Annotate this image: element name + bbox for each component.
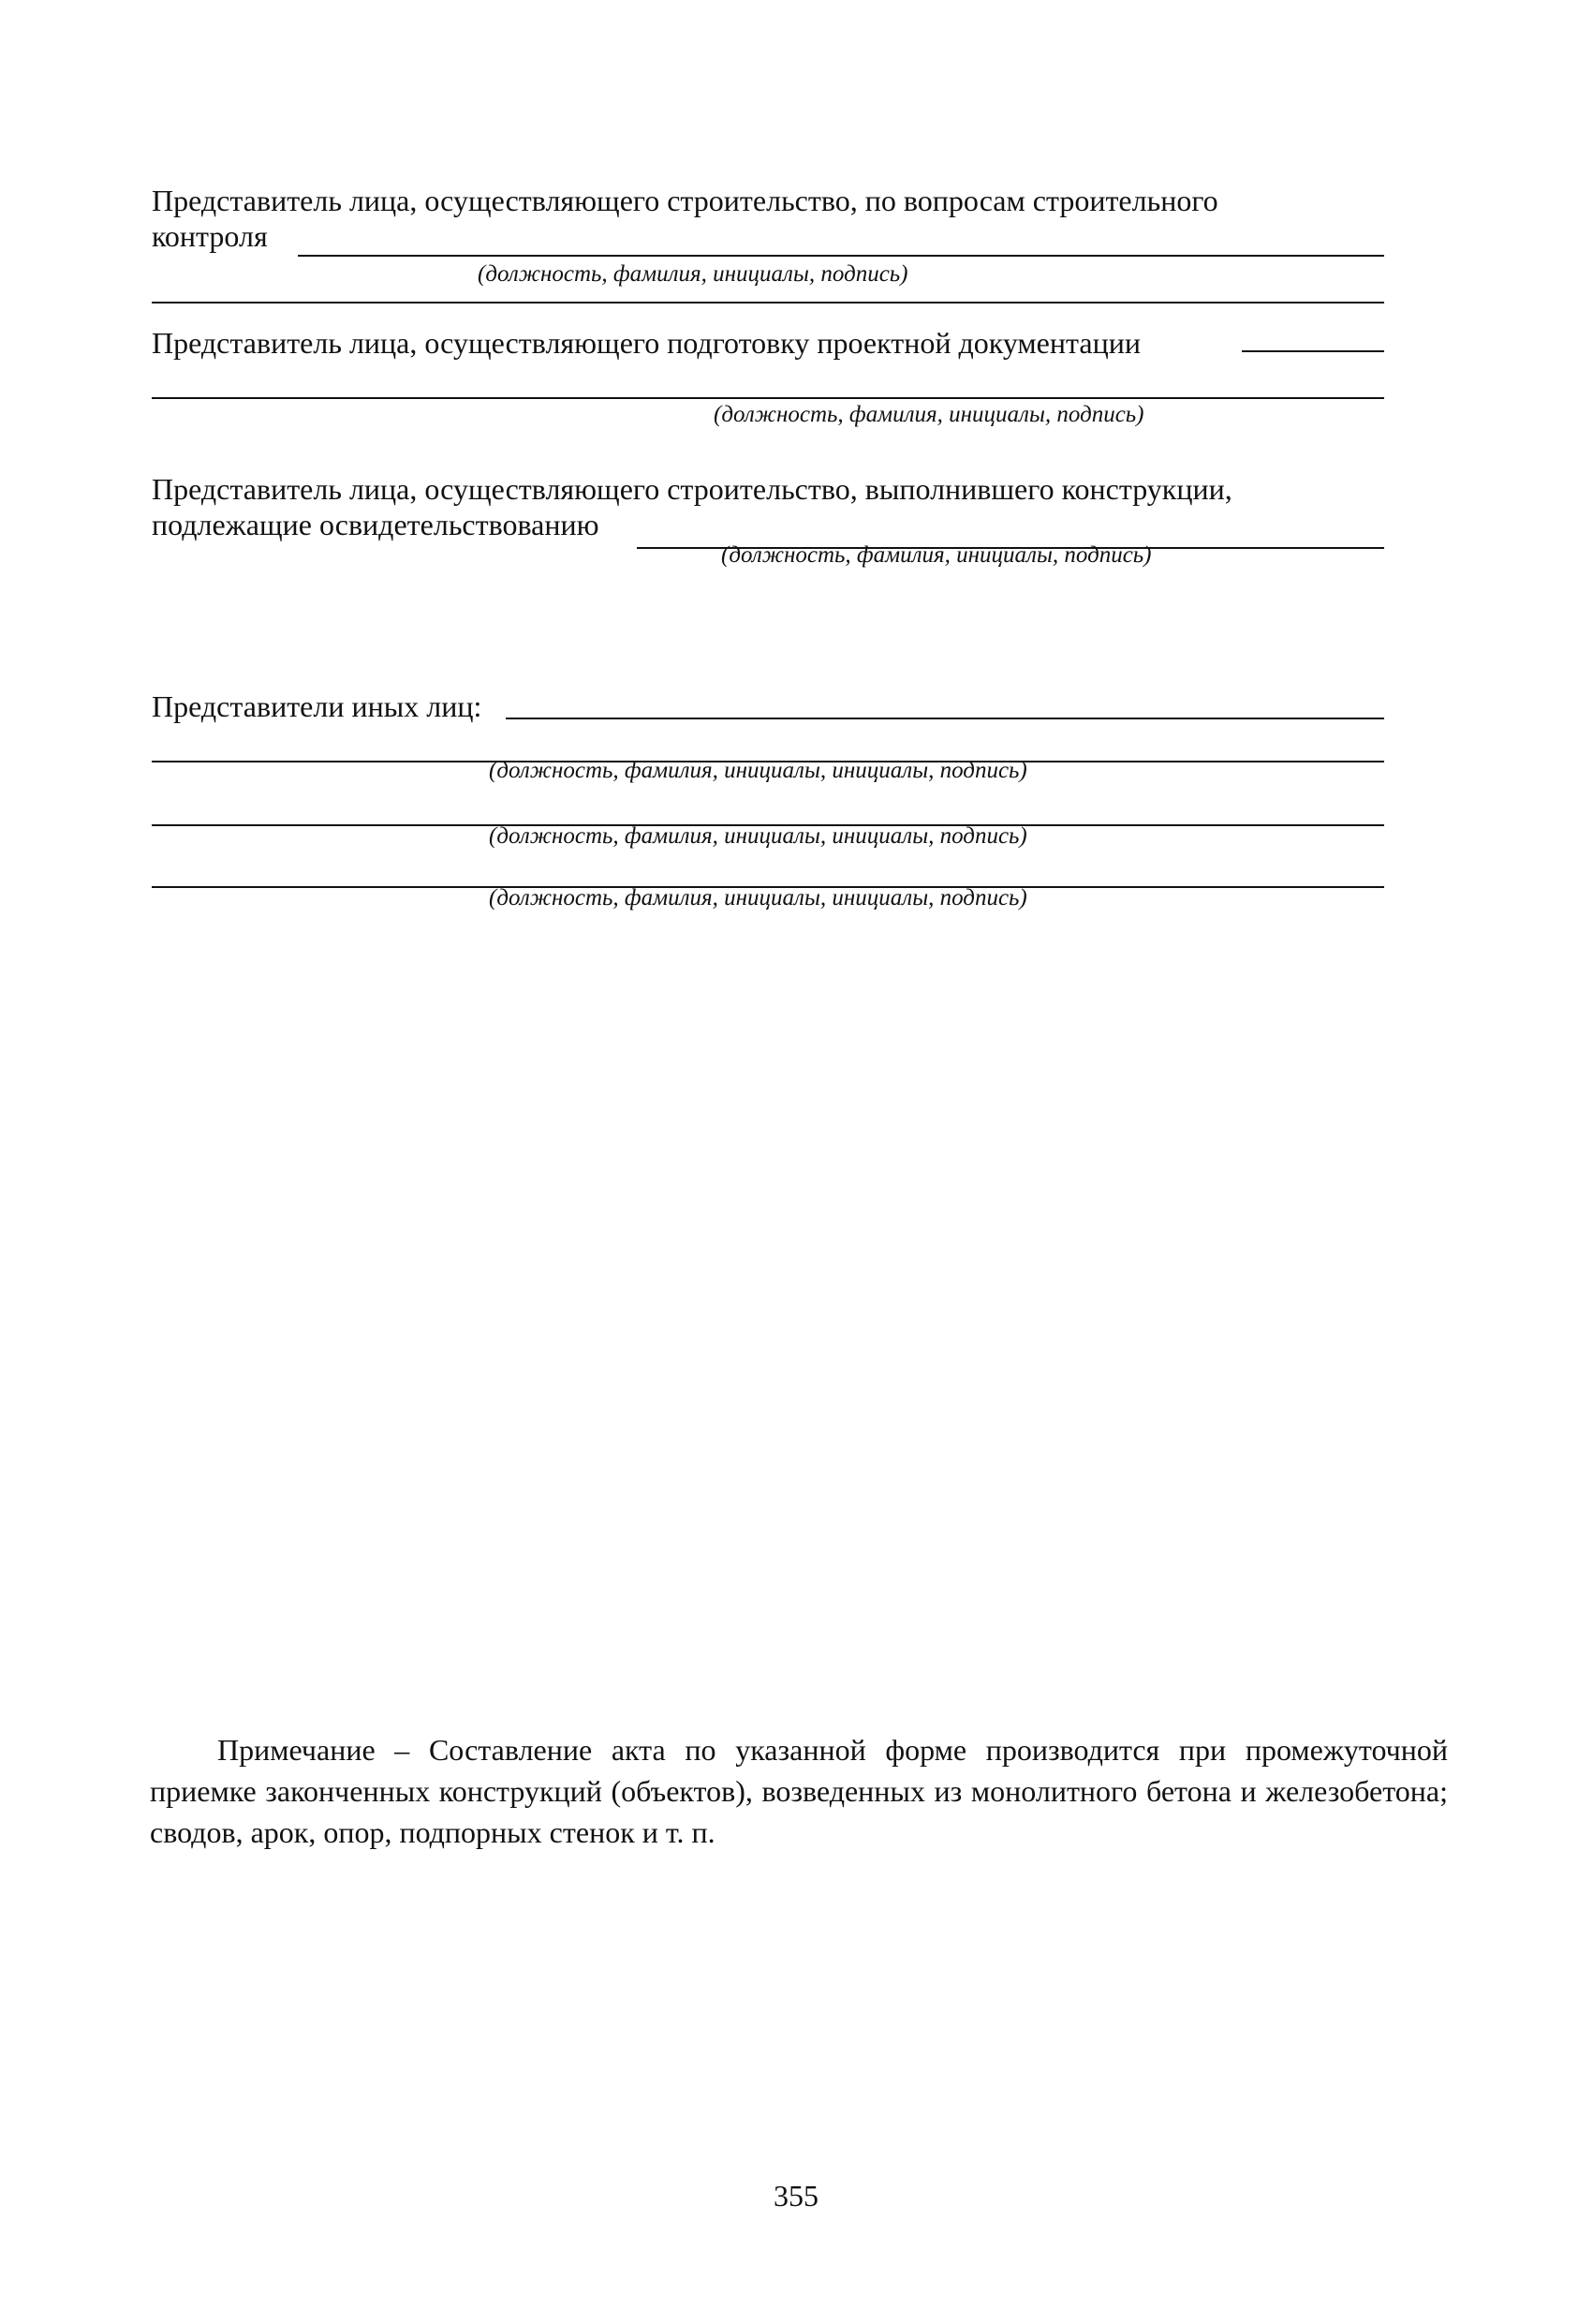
- project-docs-signature-line-short[interactable]: [1242, 350, 1384, 352]
- project-docs-label: Представитель лица, осуществляющего подготовку проектной документации: [152, 326, 1141, 360]
- other-persons-signature-line-1[interactable]: [506, 718, 1384, 719]
- project-docs-caption: (должность, фамилия, инициалы, подпись): [714, 402, 1144, 427]
- other-persons-caption-2: (должность, фамилия, инициалы, инициалы, подпись): [489, 823, 1027, 849]
- page-number: 355: [774, 2179, 819, 2213]
- contractor-label-line1: Представитель лица, осуществляющего строительство, выполнившего конструкции,: [152, 472, 1232, 506]
- contractor-label-line2: подлежащие освидетельствованию: [152, 508, 599, 541]
- other-persons-caption-1: (должность, фамилия, инициалы, инициалы, подпись): [489, 758, 1027, 783]
- construction-control-label-line1: Представитель лица, осуществляющего строительство, по вопросам строительного: [152, 184, 1218, 217]
- construction-control-extra-line[interactable]: [152, 302, 1384, 303]
- construction-control-caption: (должность, фамилия, инициалы, подпись): [478, 261, 908, 287]
- project-docs-signature-line[interactable]: [152, 397, 1384, 399]
- contractor-caption: (должность, фамилия, инициалы, подпись): [721, 542, 1152, 568]
- construction-control-label-line2: контроля: [152, 219, 268, 253]
- note-paragraph: Примечание – Составление акта по указанной форме производится при промежуточной приемке законченных конструкций (объектов), возведенных из монолитного бетона и железобетона; сводов, арок, опор, подпорных стенок и т. п.: [150, 1733, 1448, 1849]
- other-persons-caption-3: (должность, фамилия, инициалы, инициалы, подпись): [489, 885, 1027, 910]
- construction-control-signature-line[interactable]: [298, 255, 1384, 257]
- other-persons-label: Представители иных лиц:: [152, 689, 482, 723]
